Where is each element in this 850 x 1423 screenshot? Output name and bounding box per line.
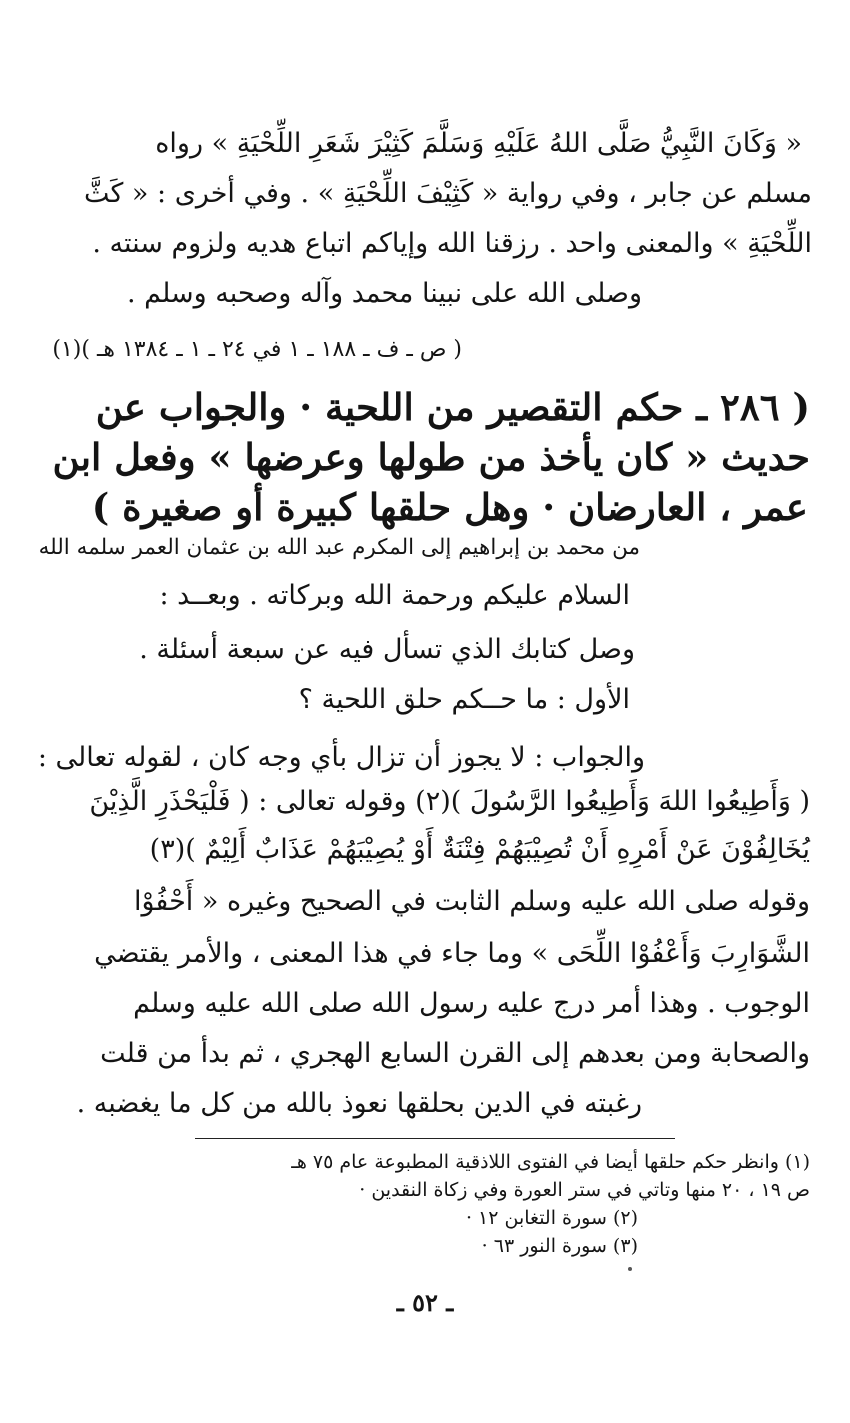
answer-line-5: الشَّوَارِبَ وَأَعْفُوْا اللِّحَى » وما جاء في هذا المعنى ، والأمر يقتضي [94,938,810,969]
top-paragraph-line-3: اللِّحْيَةِ » والمعنى واحد . رزقنا الله وإياكم اتباع هديه ولزوم سنته . [92,228,812,259]
footnote-2: (٢) سورة التغابن ١٢ · [465,1207,638,1229]
answer-line-6: الوجوب . وهذا أمر درج عليه رسول الله صلى الله عليه وسلم [133,988,810,1019]
letter-intro: وصل كتابك الذي تسأل فيه عن سبعة أسئلة . [139,634,635,665]
footnote-separator [195,1138,675,1139]
footnote-1-line-1: (١) وانظر حكم حلقها أيضا في الفتوى اللاذقية المطبوعة عام ٧٥ هـ [291,1151,810,1173]
answer-line-7: والصحابة ومن بعدهم إلى القرن السابع الهجري ، ثم بدأ من قلت [100,1038,810,1069]
reference-line: ( ص ـ ف ـ ١٨٨ ـ ١ في ٢٤ ـ ١ ـ ١٣٨٤ هـ )(١) [52,337,462,362]
answer-line-8: رغبته في الدين بحلقها نعوذ بالله من كل ما يغضبه . [76,1088,642,1119]
footnote-3: (٣) سورة النور ٦٣ · [481,1235,638,1257]
letter-from-line: من محمد بن إبراهيم إلى المكرم عبد الله بن عثمان العمر سلمه الله [38,535,640,560]
letter-question: الأول : ما حــكم حلق اللحية ؟ [298,684,630,715]
page-number: ـ ٥٢ ـ [396,1288,454,1317]
scan-speck [628,1267,632,1271]
heading-line-3: عمر ، العارضان · وهل حلقها كبيرة أو صغيرة ) [91,485,808,529]
answer-line-2: ( وَأَطِيعُوا اللهَ وَأَطِيعُوا الرَّسُولَ )(٢) وقوله تعالى : ( فَلْيَحْذَرِ الَّذِيْنَ [89,786,810,817]
answer-line-1: والجواب : لا يجوز أن تزال بأي وجه كان ، لقوله تعالى : [37,742,645,773]
answer-line-4: وقوله صلى الله عليه وسلم الثابت في الصحيح وغيره « أَحْفُوْا [133,886,810,917]
letter-greeting: السلام عليكم ورحمة الله وبركاته . وبعــد : [159,580,630,611]
heading-line-2: حديث « كان يأخذ من طولها وعرضها » وفعل ابن [52,435,810,479]
heading-line-1: ( ٢٨٦ ـ حكم التقصير من اللحية · والجواب عن [95,385,810,429]
answer-line-3: يُخَالِفُوْنَ عَنْ أَمْرِهِ أَنْ تُصِيْبَهُمْ فِتْنَةٌ أَوْ يُصِيْبَهُمْ عَذَابٌ أَلِيْمٌ )(٣) [149,834,810,865]
footnote-1-line-2: ص ١٩ ، ٢٠ منها وتاتي في ستر العورة وفي زكاة النقدين · [359,1179,810,1201]
top-paragraph-line-2: مسلم عن جابر ، وفي رواية « كَثِيْفَ اللِّحْيَةِ » . وفي أخرى : « كَثَّ [83,178,812,209]
top-paragraph-line-4: وصلى الله على نبينا محمد وآله وصحبه وسلم . [126,278,642,309]
top-paragraph-line-1: « وَكَانَ النَّبِيُّ صَلَّى اللهُ عَلَيْهِ وَسَلَّمَ كَثِيْرَ شَعَرِ اللِّحْيَةِ » رواه [155,128,802,159]
